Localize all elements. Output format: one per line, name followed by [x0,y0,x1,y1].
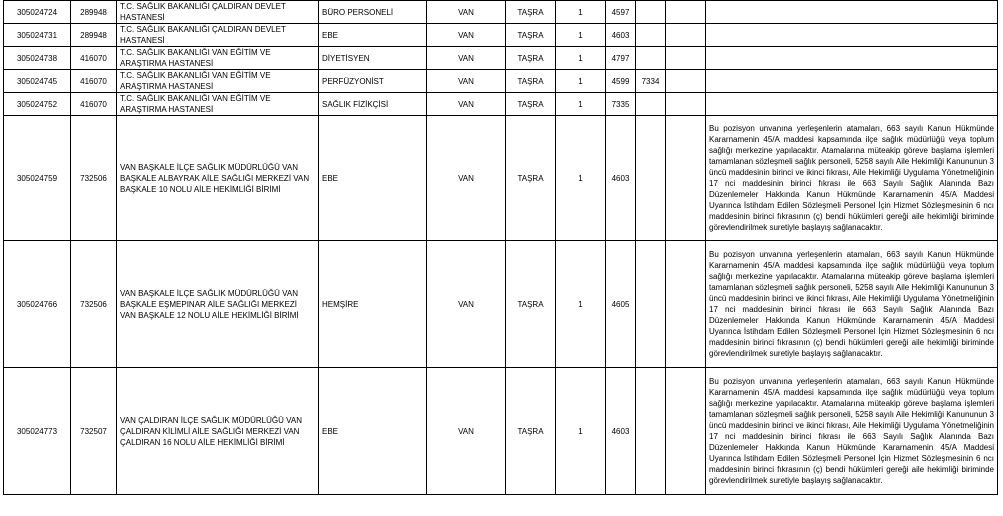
empty-cell [666,70,706,93]
title-cell: HEMŞİRE [319,241,427,368]
condition-code-1-cell: 4797 [606,47,636,70]
organization-type-cell: TAŞRA [506,70,556,93]
condition-code-1-cell: 4603 [606,24,636,47]
institution-code-cell: 732506 [71,116,117,241]
position-code-cell: 305024745 [4,70,71,93]
institution-name-cell: T.C. SAĞLIK BAKANLIĞI VAN EĞİTİM VE ARAŞTIRMA HASTANESİ [117,70,319,93]
quota-cell: 1 [556,70,606,93]
description-cell: Bu pozisyon unvanına yerleşenlerin atamaları, 663 sayılı Kanun Hükmünde Kararnamenin 45/A maddesi kapsamında ilçe sağlık müdürlüğü veya toplum sağlığı merkezine yapılacaktır. Atamalarına müteakip göreve başlama işlemleri tamamlanan sözleşmeli sağlık personeli, 5258 sayılı Aile Hekimliği Kanununun 3 üncü maddesinin birinci ve ikinci fıkrası, Aile Hekimliği Uygulama Yönetmeliğinin 17 nci maddesinin birinci fıkrası ile 663 Sayılı Sağlık Alanında Bazı Düzenlemeler Hakkında Kanun Hükmünde Kararnamenin 45/A Maddesi Uyarınca İstihdam Edilen Sözleşmeli Personel İçin Hizmet Sözleşmesinin 6 ncı maddesinin birinci fıkrasının (ç) bendi hükümleri gereği aile hekimliği biriminde görevlendirilmek suretiyle başlayış sağlanacaktır. [706,368,998,495]
quota-cell: 1 [556,47,606,70]
condition-code-2-cell [636,116,666,241]
position-code-cell: 305024773 [4,368,71,495]
title-cell: DİYETİSYEN [319,47,427,70]
institution-name-cell: T.C. SAĞLIK BAKANLIĞI ÇALDIRAN DEVLET HASTANESİ [117,1,319,24]
institution-code-cell: 416070 [71,47,117,70]
position-code-cell: 305024752 [4,93,71,116]
quota-cell: 1 [556,116,606,241]
organization-type-cell: TAŞRA [506,24,556,47]
title-cell: EBE [319,368,427,495]
position-code-cell: 305024738 [4,47,71,70]
institution-code-cell: 416070 [71,70,117,93]
title-cell: EBE [319,116,427,241]
title-cell: EBE [319,24,427,47]
organization-type-cell: TAŞRA [506,47,556,70]
table-body [4,1,998,495]
empty-cell [666,1,706,24]
position-code-cell: 305024724 [4,1,71,24]
institution-code-cell: 732506 [71,241,117,368]
empty-cell [666,24,706,47]
table-row [4,70,998,93]
condition-code-2-cell [636,241,666,368]
condition-code-1-cell: 4599 [606,70,636,93]
empty-cell [666,93,706,116]
institution-code-cell: 289948 [71,24,117,47]
province-cell: VAN [427,116,506,241]
table-row [4,24,998,47]
condition-code-2-cell [636,1,666,24]
organization-type-cell: TAŞRA [506,1,556,24]
table-row [4,47,998,70]
position-code-cell: 305024759 [4,116,71,241]
empty-cell [666,116,706,241]
quota-cell: 1 [556,24,606,47]
organization-type-cell: TAŞRA [506,116,556,241]
description-cell [706,24,998,47]
empty-cell [666,368,706,495]
description-cell [706,93,998,116]
institution-code-cell: 732507 [71,368,117,495]
quota-cell: 1 [556,241,606,368]
institution-name-cell: T.C. SAĞLIK BAKANLIĞI VAN EĞİTİM VE ARAŞTIRMA HASTANESİ [117,93,319,116]
institution-code-cell: 416070 [71,93,117,116]
table-row [4,368,998,495]
title-cell: BÜRO PERSONELİ [319,1,427,24]
organization-type-cell: TAŞRA [506,93,556,116]
institution-name-cell: T.C. SAĞLIK BAKANLIĞI ÇALDIRAN DEVLET HASTANESİ [117,24,319,47]
description-cell: Bu pozisyon unvanına yerleşenlerin atamaları, 663 sayılı Kanun Hükmünde Kararnamenin 45/A maddesi kapsamında ilçe sağlık müdürlüğü veya toplum sağlığı merkezine yapılacaktır. Atamalarına müteakip göreve başlama işlemleri tamamlanan sözleşmeli sağlık personeli, 5258 sayılı Aile Hekimliği Kanununun 3 üncü maddesinin birinci ve ikinci fıkrası, Aile Hekimliği Uygulama Yönetmeliğinin 17 nci maddesinin birinci fıkrası ile 663 Sayılı Sağlık Alanında Bazı Düzenlemeler Hakkında Kanun Hükmünde Kararnamenin 45/A Maddesi Uyarınca İstihdam Edilen Sözleşmeli Personel İçin Hizmet Sözleşmesinin 6 ncı maddesinin birinci fıkrasının (ç) bendi hükümleri gereği aile hekimliği biriminde görevlendirilmek suretiyle başlayış sağlanacaktır. [706,241,998,368]
province-cell: VAN [427,1,506,24]
condition-code-1-cell: 4603 [606,368,636,495]
province-cell: VAN [427,70,506,93]
condition-code-1-cell: 7335 [606,93,636,116]
condition-code-2-cell [636,93,666,116]
positions-table [3,0,998,495]
province-cell: VAN [427,93,506,116]
position-code-cell: 305024731 [4,24,71,47]
institution-code-cell: 289948 [71,1,117,24]
organization-type-cell: TAŞRA [506,368,556,495]
empty-cell [666,241,706,368]
table-row [4,1,998,24]
description-cell [706,70,998,93]
condition-code-2-cell [636,47,666,70]
institution-name-cell: VAN BAŞKALE İLÇE SAĞLIK MÜDÜRLÜĞÜ VAN BAŞKALE EŞMEPINAR AİLE SAĞLIĞI MERKEZİ VAN BAŞKALE 12 NOLU AİLE HEKİMLİĞİ BİRİMİ [117,241,319,368]
institution-name-cell: VAN ÇALDIRAN İLÇE SAĞLIK MÜDÜRLÜĞÜ VAN ÇALDIRAN KİLİMLİ AİLE SAĞLIĞI MERKEZİ VAN ÇALDIRAN 16 NOLU AİLE HEKİMLİĞİ BİRİMİ [117,368,319,495]
condition-code-2-cell [636,368,666,495]
title-cell: PERFÜZYONİST [319,70,427,93]
province-cell: VAN [427,241,506,368]
quota-cell: 1 [556,368,606,495]
institution-name-cell: VAN BAŞKALE İLÇE SAĞLIK MÜDÜRLÜĞÜ VAN BAŞKALE ALBAYRAK AİLE SAĞLIĞI MERKEZİ VAN BAŞKALE 10 NOLU AİLE HEKİMLİĞİ BİRİMİ [117,116,319,241]
quota-cell: 1 [556,1,606,24]
institution-name-cell: T.C. SAĞLIK BAKANLIĞI VAN EĞİTİM VE ARAŞTIRMA HASTANESİ [117,47,319,70]
table-row [4,116,998,241]
condition-code-2-cell [636,24,666,47]
table-row [4,93,998,116]
quota-cell: 1 [556,93,606,116]
condition-code-1-cell: 4603 [606,116,636,241]
province-cell: VAN [427,47,506,70]
condition-code-2-cell: 7334 [636,70,666,93]
province-cell: VAN [427,368,506,495]
condition-code-1-cell: 4605 [606,241,636,368]
organization-type-cell: TAŞRA [506,241,556,368]
description-cell [706,47,998,70]
description-cell: Bu pozisyon unvanına yerleşenlerin atamaları, 663 sayılı Kanun Hükmünde Kararnamenin 45/A maddesi kapsamında ilçe sağlık müdürlüğü veya toplum sağlığı merkezine yapılacaktır. Atamalarına müteakip göreve başlama işlemleri tamamlanan sözleşmeli sağlık personeli, 5258 sayılı Aile Hekimliği Kanununun 3 üncü maddesinin birinci ve ikinci fıkrası, Aile Hekimliği Uygulama Yönetmeliğinin 17 nci maddesinin birinci fıkrası ile 663 Sayılı Sağlık Alanında Bazı Düzenlemeler Hakkında Kanun Hükmünde Kararnamenin 45/A Maddesi Uyarınca İstihdam Edilen Sözleşmeli Personel İçin Hizmet Sözleşmesinin 6 ncı maddesinin birinci fıkrasının (ç) bendi hükümleri gereği aile hekimliği biriminde görevlendirilmek suretiyle başlayış sağlanacaktır. [706,116,998,241]
description-cell [706,1,998,24]
condition-code-1-cell: 4597 [606,1,636,24]
title-cell: SAĞLIK FİZİKÇİSİ [319,93,427,116]
position-code-cell: 305024766 [4,241,71,368]
table-row [4,241,998,368]
empty-cell [666,47,706,70]
province-cell: VAN [427,24,506,47]
